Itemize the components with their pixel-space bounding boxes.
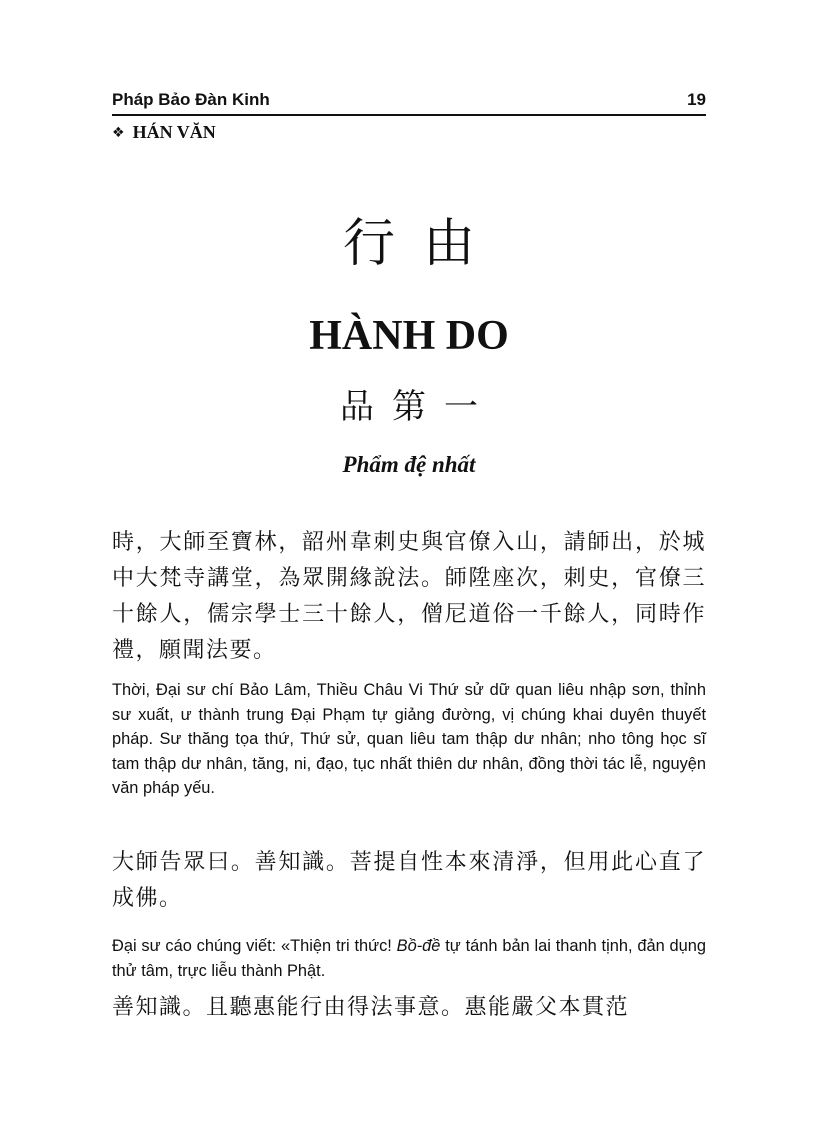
page-number: 19 [687,90,706,109]
viet-paragraph-2-end: tự tánh bản lai thanh tịnh, đản dụng thử tâm, trực liễu thành Phật. [112,937,706,980]
viet-paragraph-2-start: Đại sư cáo chúng viết: «Thiện tri thức! [112,937,397,955]
diamond-bullet-icon: ❖ [112,125,125,141]
part-title-viet: Phẩm đệ nhất [342,452,476,477]
section-label [112,120,216,145]
viet-paragraph-2 [112,934,706,983]
part-title-han: 品第一 [340,387,496,427]
viet-paragraph-1: Thời, Đại sư chí Bảo Lâm, Thiều Châu Vi Thứ sử dữ quan liêu nhập sơn, thỉnh sư xuất, ư thành trung Đại Phạm tự giảng đường, vị chúng khai duyên thuyết pháp. Sư thăng tọa thứ, Thứ sử, quan liêu tam thập dư nhân; nho tông học sĩ tam thập dư nhân, tăng, ni, đạo, tục nhất thiên dư nhân, đồng thời tác lễ, nguyện văn pháp yếu. [112,681,706,797]
bodhi-term: Bồ-đề [396,937,441,955]
han-paragraph-1: 時，大師至寶林，韶州韋刺史與官僚入山，請師出，於城中大梵寺講堂，為眾開緣說法。師陞座次，刺史，官僚三十餘人，儒宗學士三十餘人，僧尼道俗一千餘人，同時作禮，願聞法要。 [112,530,706,663]
running-header [112,88,706,116]
section-label-text: HÁN VĂN [132,122,216,142]
chapter-title-han: 行由 [342,214,503,274]
chapter-title-viet: HÀNH DO [309,313,509,359]
book-page [112,0,706,1123]
book-title: Pháp Bảo Đàn Kinh [112,90,270,109]
han-paragraph-2: 大師告眾曰。善知識。菩提自性本來清淨，但用此心直了成佛。 [112,850,706,911]
han-paragraph-3: 善知識。且聽惠能行由得法事意。惠能嚴父本貫范 [112,995,630,1020]
